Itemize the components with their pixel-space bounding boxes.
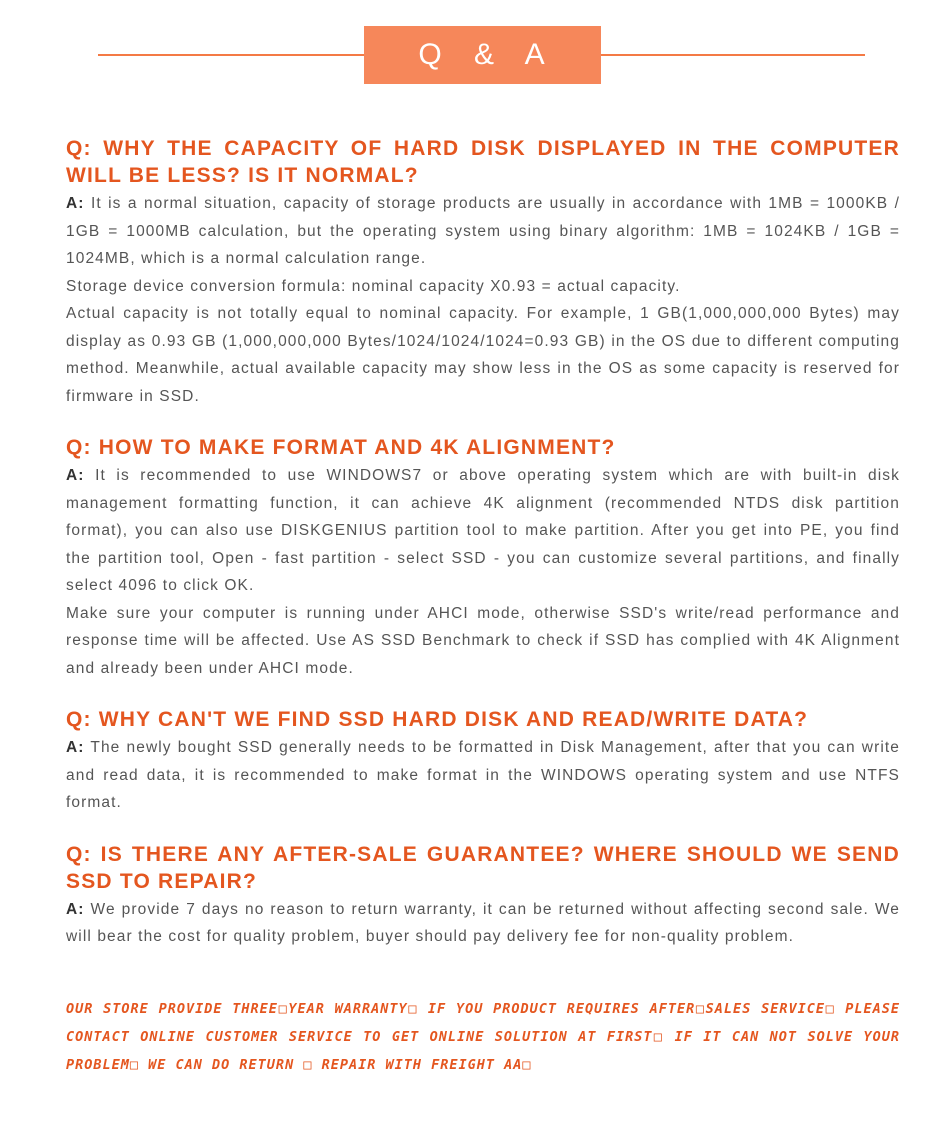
answer-block bbox=[66, 734, 900, 817]
question-heading: Q: HOW TO MAKE FORMAT AND 4K ALIGNMENT? bbox=[66, 436, 616, 459]
answer-paragraph bbox=[66, 734, 900, 817]
qa-item-format bbox=[66, 434, 900, 682]
qa-item-find-ssd bbox=[66, 706, 900, 817]
answer-text: We provide 7 days no reason to return warranty, it can be returned without affecting second sale. We will bear the cost for quality problem, buyer should pay delivery fee for non-quality problem. bbox=[66, 900, 900, 945]
header-title: Q & A bbox=[418, 38, 557, 71]
answer-label: A: bbox=[66, 900, 85, 918]
answer-block bbox=[66, 190, 900, 410]
answer-paragraph bbox=[66, 896, 900, 951]
answer-block bbox=[66, 896, 900, 951]
answer-paragraph: Actual capacity is not totally equal to nominal capacity. For example, 1 GB(1,000,000,000 Bytes) may display as 0.93 GB (1,000,000,000 Bytes/1024/1024/1024=0.93 GB) in the OS due to different computing method. Meanwhile, actual available capacity may show less in the OS as some capacity is reserved for firmware in SSD. bbox=[66, 305, 900, 405]
answer-label: A: bbox=[66, 739, 85, 756]
qa-header bbox=[0, 0, 950, 110]
answer-label: A: bbox=[66, 467, 85, 484]
warranty-note: OUR STORE PROVIDE THREE□YEAR WARRANTY□ IF YOU PRODUCT REQUIRES AFTER□SALES SERVICE□ PLEASE CONTACT ONLINE CUSTOMER SERVICE TO GET ONLINE SOLUTION AT FIRST□ IF IT CAN NOT SOLVE YOUR PROBLEM□ WE CAN DO RETURN □ REPAIR WITH FREIGHT AA□ bbox=[66, 1001, 900, 1073]
answer-text: The newly bought SSD generally needs to be formatted in Disk Management, after that you can write and read data, it is recommended to make format in the WINDOWS operating system and use NTFS format. bbox=[66, 739, 900, 811]
qa-item-guarantee bbox=[66, 841, 900, 951]
qa-content bbox=[66, 135, 900, 975]
answer-paragraph bbox=[66, 462, 900, 600]
header-title-box bbox=[364, 26, 601, 84]
answer-paragraph bbox=[66, 190, 900, 273]
answer-block bbox=[66, 462, 900, 682]
answer-paragraph: Storage device conversion formula: nominal capacity X0.93 = actual capacity. bbox=[66, 277, 681, 295]
answer-text: It is a normal situation, capacity of storage products are usually in accordance with 1MB = 1000KB / 1GB = 1000MB calculation, but the operating system using binary algorithm: 1MB = 1024KB / 1GB = 1024MB, which is a normal calculation range. bbox=[66, 195, 900, 267]
answer-label: A: bbox=[66, 195, 85, 212]
question-heading: Q: IS THERE ANY AFTER-SALE GUARANTEE? WHERE SHOULD WE SEND SSD TO REPAIR? bbox=[66, 842, 900, 893]
header-divider-right bbox=[601, 54, 865, 56]
header-divider-left bbox=[98, 54, 364, 56]
qa-item-capacity bbox=[66, 135, 900, 410]
answer-text: It is recommended to use WINDOWS7 or above operating system which are with built-in disk management formatting function, it can achieve 4K alignment (recommended NTDS disk partition format), you can also use DISKGENIUS partition tool to make partition. After you get into PE, you find the partition tool, Open - fast partition - select SSD - you can customize several partitions, and finally select 4096 to click OK. bbox=[66, 467, 900, 594]
question-heading: Q: WHY CAN'T WE FIND SSD HARD DISK AND READ/WRITE DATA? bbox=[66, 708, 809, 731]
answer-paragraph: Make sure your computer is running under AHCI mode, otherwise SSD's write/read performance and response time will be affected. Use AS SSD Benchmark to check if SSD has complied with 4K Alignment and already been under AHCI mode. bbox=[66, 604, 900, 677]
question-heading: Q: WHY THE CAPACITY OF HARD DISK DISPLAYED IN THE COMPUTER WILL BE LESS? IS IT NORMAL? bbox=[66, 137, 900, 187]
